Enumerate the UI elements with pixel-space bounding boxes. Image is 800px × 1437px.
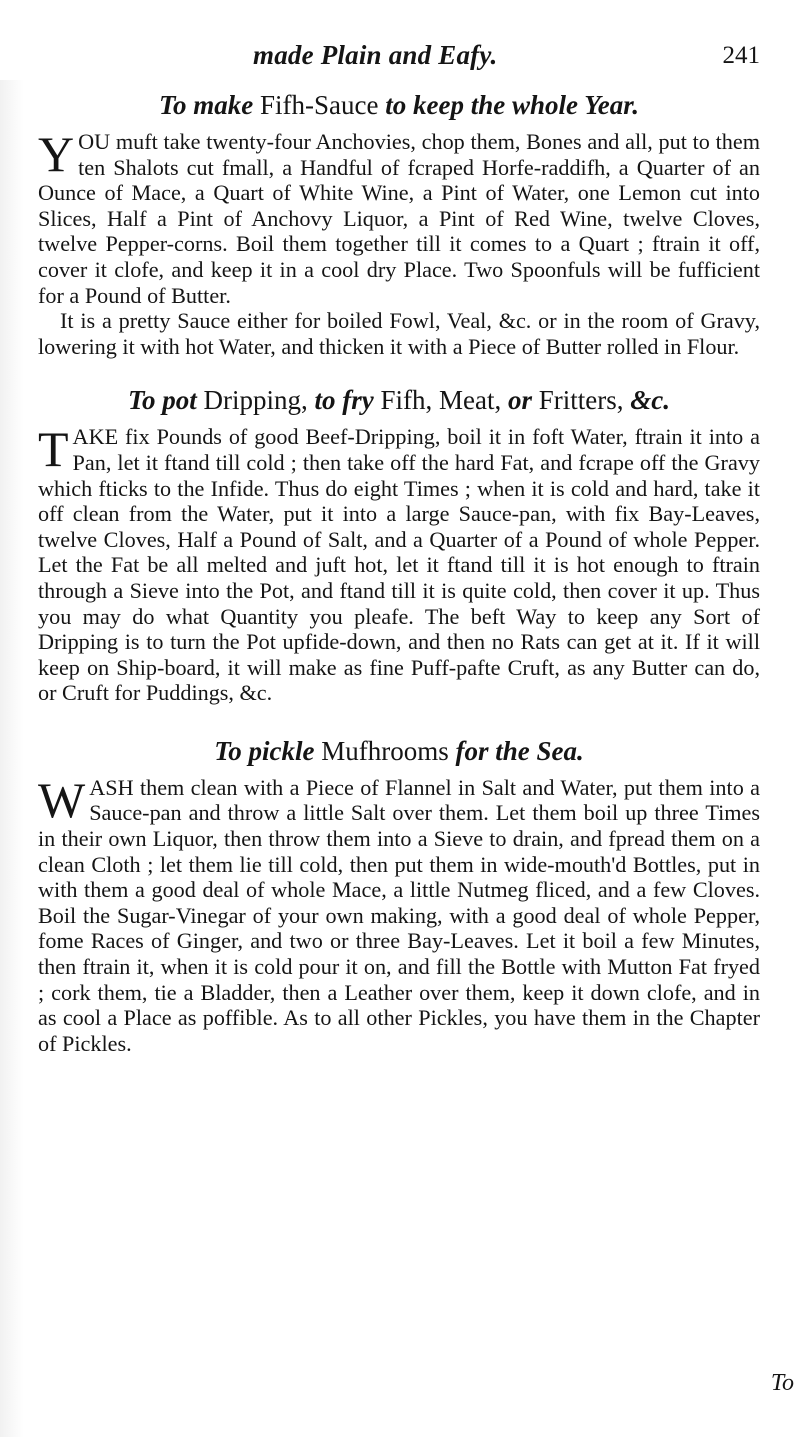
title-part: for the Sea. [455, 735, 584, 766]
running-head [38, 40, 760, 80]
title-part: To make [159, 90, 254, 120]
paragraph-text: AKE fix Pounds of good Beef-Dripping, boil it in foft Water, ftrain it into a Pan, let it ftand till cold ; then take off the hard Fat, and fcrape off the Gravy which fticks to the Infide. Thus do eight Times ; when it is cold and hard, take it off clean from the Water, put it into a large Sauce-pan, with fix Bay-Leaves, twelve Cloves, Half a Pound of Salt, and a Quarter of a Pound of whole Pepper. Let the Fat be all melted and juft hot, let it ftand till it is hot enough to ftrain through a Sieve into the Pot, and ftand till it is quite cold, then cover it up. Thus you may do what Quantity you pleafe. The beft Way to keep any Sort of Dripping is to turn the Pot upfide-down, and then no Rats can get at it. If it will keep on Ship-board, it will make as fine Puff-pafte Cruft, as any Butter can do, or Cruft for Puddings, &c. [38, 424, 760, 706]
recipe-pickle-mushrooms [38, 736, 760, 1057]
book-page [38, 40, 760, 1056]
recipe-title [38, 736, 760, 767]
title-part: Mufhrooms [314, 735, 456, 766]
paragraph-text: OU muft take twenty-four Anchovies, chop them, Bones and all, put to them ten Shalots cut fmall, a Handful of fcraped Horfe-raddifh, a Quarter of an Ounce of Mace, a Quart of White Wine, a Pint of Water, one Lemon cut into Slices, Half a Pint of Anchovy Liquor, a Pint of Red Wine, twelve Cloves, twelve Pepper-corns. Boil them together till it comes to a Quart ; ftrain it off, cover it clofe, and keep it in a cool dry Place. Two Spoonfuls will be fufficient for a Pound of Butter. [38, 129, 760, 308]
title-part: to fry [314, 385, 374, 416]
title-part: Fritters, [532, 385, 631, 416]
title-part: Dripping, [196, 385, 315, 416]
title-part: To pot [127, 385, 197, 416]
recipe-title [38, 385, 760, 416]
title-part: Fifh-Sauce [253, 90, 386, 120]
recipe-paragraph: It is a pretty Sauce either for boiled Fowl, Veal, &c. or in the room of Gravy, lowering it with hot Water, and thicken it with a Piece of Butter rolled in Flour. [38, 308, 760, 359]
recipe-title [38, 90, 760, 121]
page-gutter-shadow [0, 80, 24, 1437]
title-part: Fifh, Meat, [373, 385, 508, 416]
page-number: 241 [722, 42, 760, 69]
catchword: To [770, 1370, 794, 1396]
drop-capital: Y [38, 126, 75, 182]
running-title: made Plain and Eafy. [253, 40, 498, 70]
recipe-pot-dripping [38, 385, 760, 706]
drop-capital: W [38, 771, 86, 828]
recipe-paragraph [38, 126, 760, 308]
title-part: or [507, 385, 532, 416]
recipe-paragraph [38, 771, 760, 1057]
drop-capital: T [38, 421, 69, 478]
title-part: &c. [630, 385, 670, 416]
title-part: To pickle [214, 735, 315, 766]
title-part: to keep the whole Year. [385, 90, 639, 120]
recipe-fish-sauce [38, 90, 760, 359]
paragraph-text: ASH them clean with a Piece of Flannel in Salt and Water, put them into a Sauce-pan and throw a little Salt over them. Let them boil up three Times in their own Liquor, then throw them into a Sieve to drain, and fpread them on a clean Cloth ; let them lie till cold, then put them in wide-mouth'd Bottles, put in with them a good deal of whole Mace, a little Nutmeg fliced, and a few Cloves. Boil the Sugar-Vinegar of your own making, with a good deal of whole Pepper, fome Races of Ginger, and two or three Bay-Leaves. Let it boil a few Minutes, then ftrain it, when it is cold pour it on, and fill the Bottle with Mutton Fat fryed ; cork them, tie a Bladder, then a Leather over them, keep it down clofe, and in as cool a Place as poffible. As to all other Pickles, you have them in the Chapter of Pickles. [38, 774, 760, 1056]
recipe-paragraph [38, 421, 760, 706]
